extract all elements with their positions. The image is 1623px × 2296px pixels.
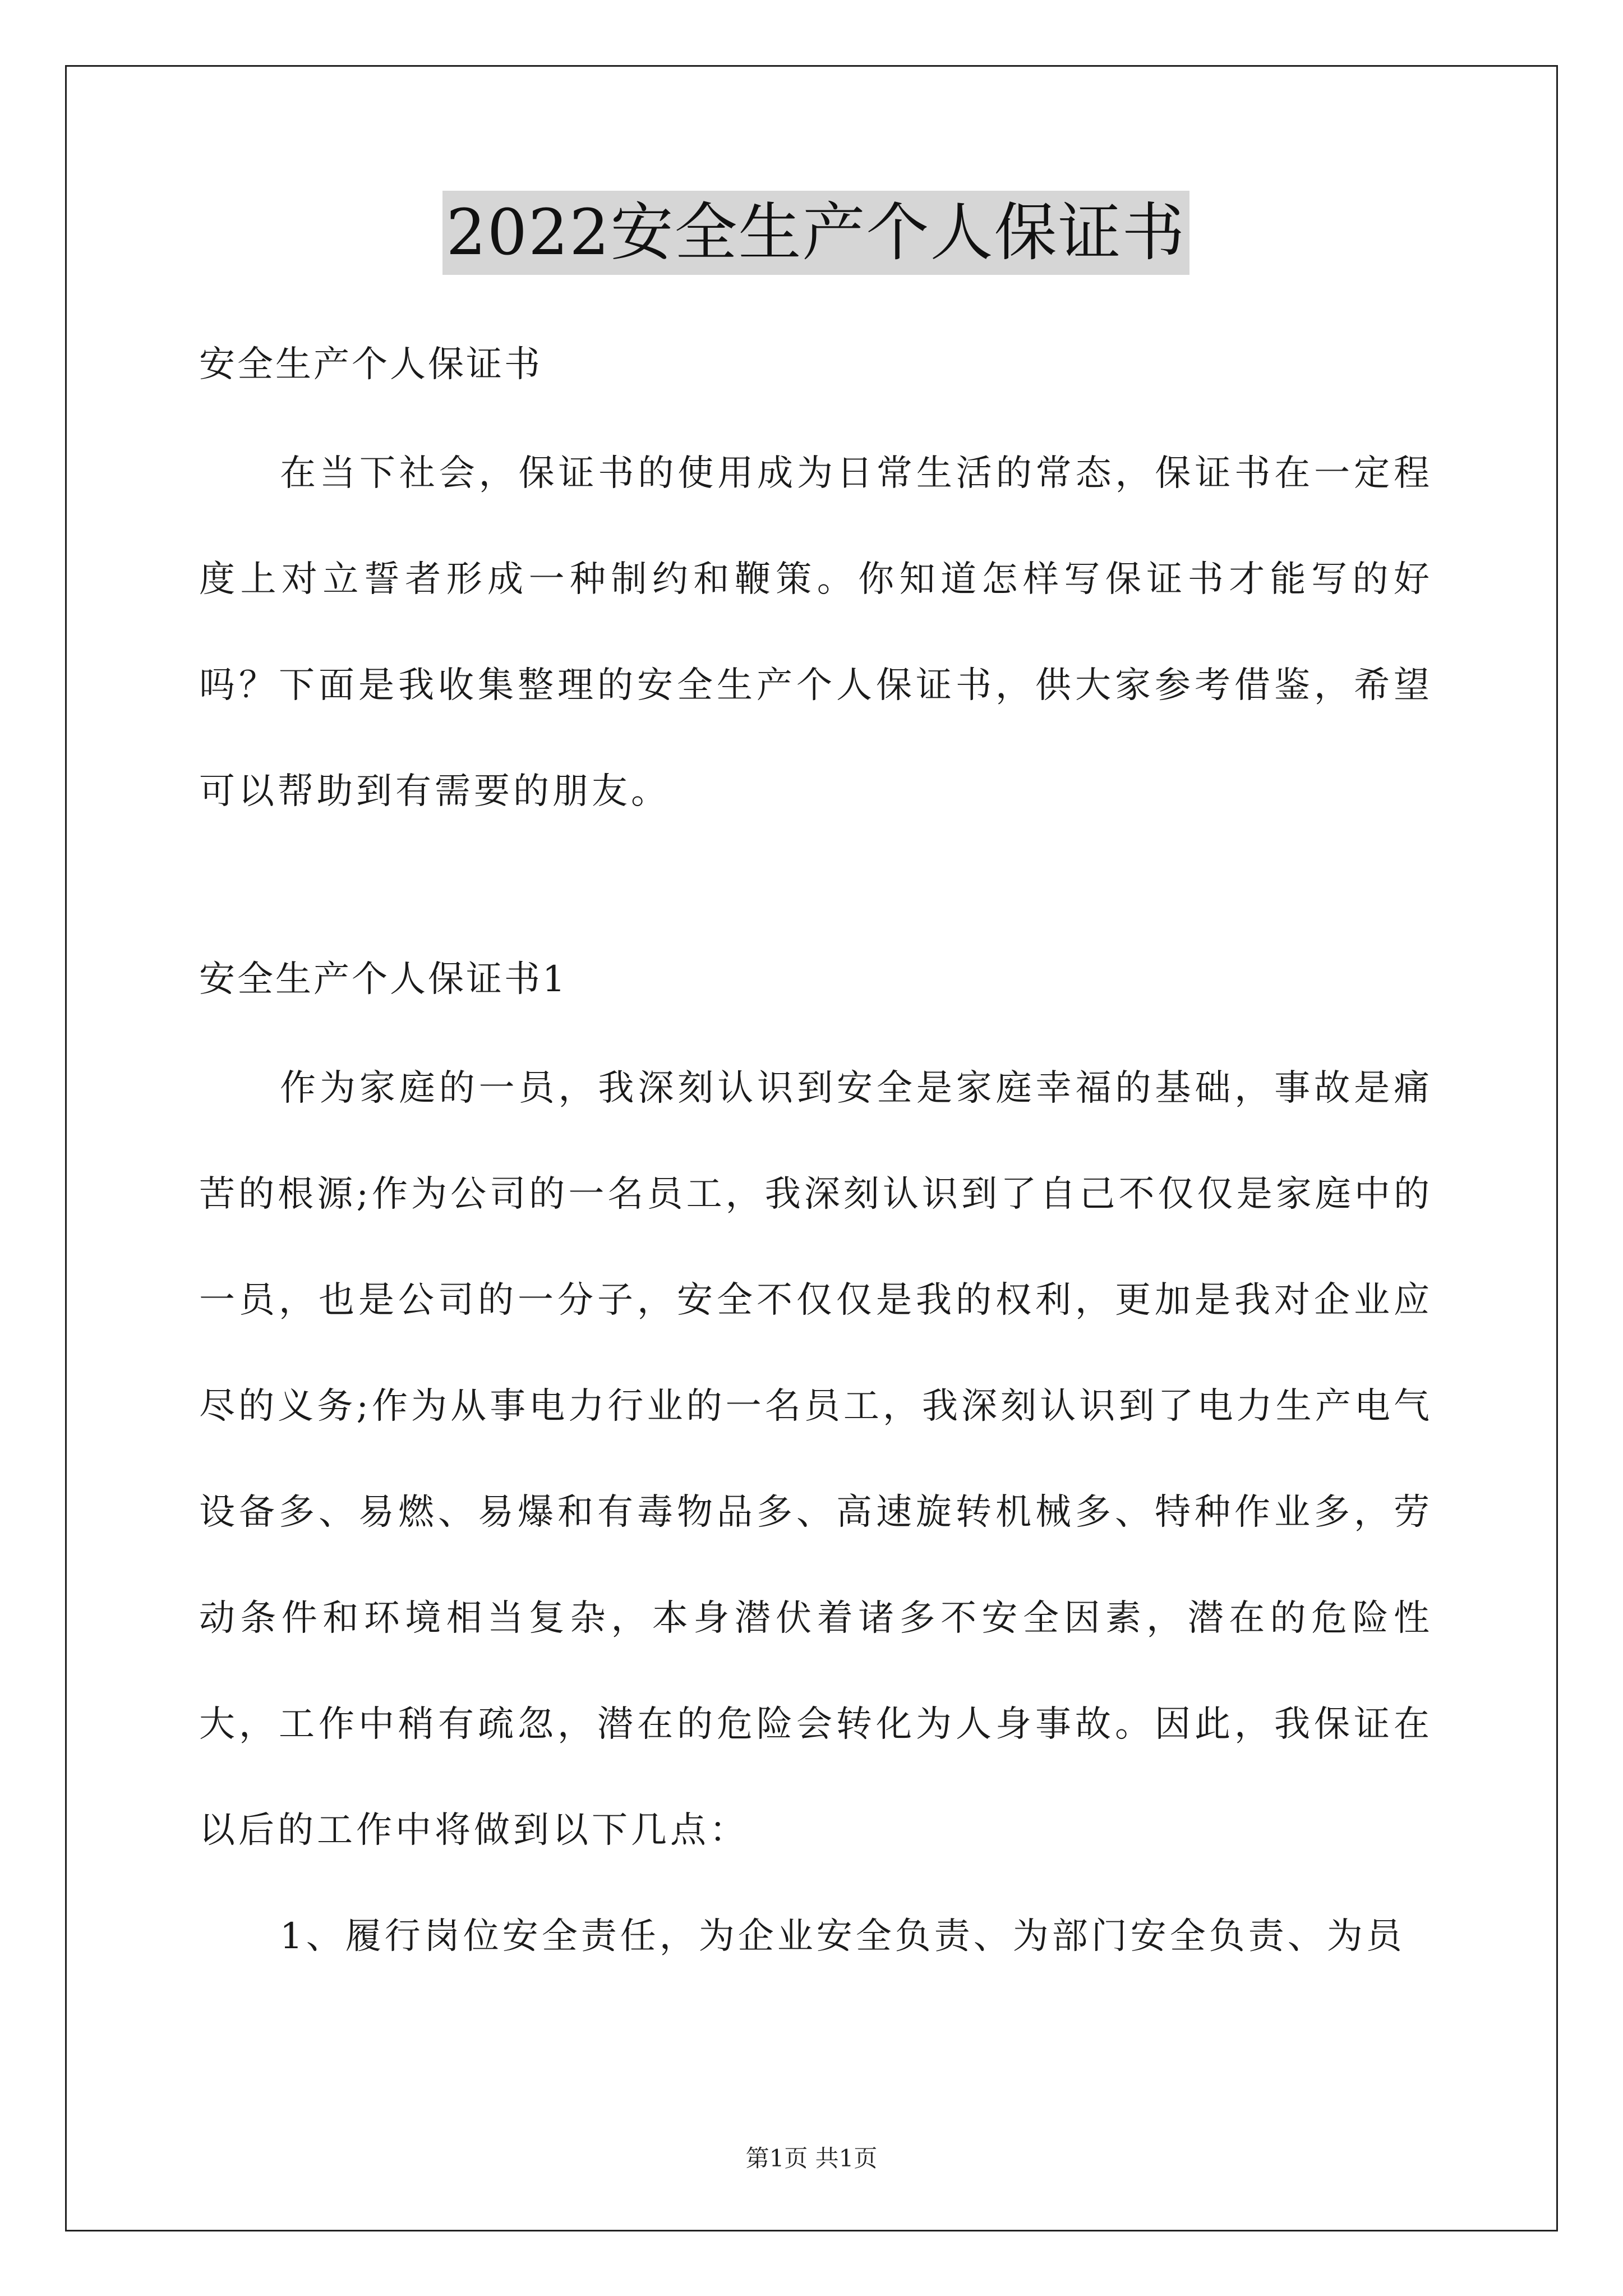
section-gap — [199, 845, 1433, 923]
intro-paragraph: 在当下社会，保证书的使用成为日常生活的常态，保证书在一定程度上对立誓者形成一种制约和鞭策。你知道怎样写保证书才能写的好吗？下面是我收集整理的安全生产个人保证书，供大家参考借鉴，希望可以帮助到有需要的朋友。 — [199, 453, 1433, 812]
page-footer: 第1页 共1页 — [745, 2145, 878, 2172]
section-heading: 安全生产个人保证书 — [199, 344, 542, 385]
section-heading-1: 安全生产个人保证书1 — [199, 959, 568, 1000]
document-title: 2022安全生产个人保证书 — [442, 191, 1189, 275]
document-body — [199, 191, 1433, 1990]
body-paragraph: 作为家庭的一员，我深刻认识到安全是家庭幸福的基础，事故是痛苦的根源;作为公司的一名员工，我深刻认识到了自己不仅仅是家庭中的一员，也是公司的一分子，安全不仅仅是我的权利，更加是我对企业应尽的义务;作为从事电力行业的一名员工，我深刻认识到了电力生产电气设备多、易燃、易爆和有毒物品多、高速旋转机械多、特种作业多，劳动条件和环境相当复杂，本身潜伏着诸多不安全因素，潜在的危险性大，工作中稍有疏忽，潜在的危险会转化为人身事故。因此，我保证在以后的工作中将做到以下几点： — [199, 1068, 1433, 1851]
title-container — [199, 191, 1433, 275]
list-item-1: 1、履行岗位安全责任，为企业安全负责、为部门安全负责、为员 — [280, 1916, 1405, 1957]
